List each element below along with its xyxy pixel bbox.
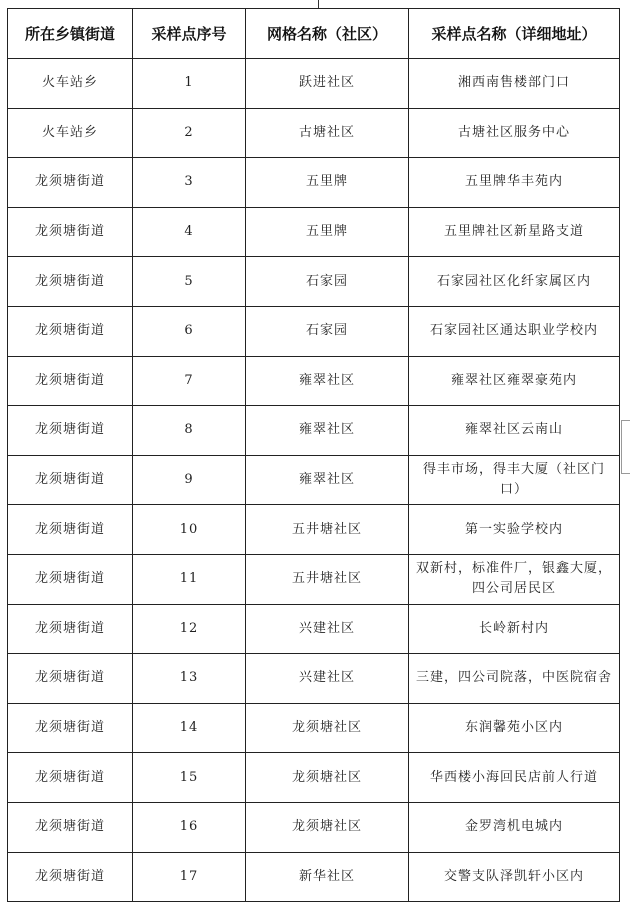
header-grid-name: 网格名称（社区） [246,9,409,59]
cell-town-street: 火车站乡 [8,108,133,158]
table-row [8,802,620,852]
cell-town-street: 龙须塘街道 [8,852,133,902]
cell-grid-name: 雍翠社区 [246,455,409,505]
cell-town-street: 火车站乡 [8,59,133,109]
cell-town-street: 龙须塘街道 [8,158,133,208]
table-row [8,257,620,307]
table-header-row [8,9,620,59]
cell-grid-name: 五里牌 [246,207,409,257]
cell-grid-name: 五里牌 [246,158,409,208]
cell-grid-name: 五井塘社区 [246,554,409,604]
cell-town-street: 龙须塘街道 [8,654,133,704]
cell-sample-number: 7 [133,356,246,406]
cell-grid-name: 石家园 [246,257,409,307]
table-row [8,703,620,753]
table-row [8,505,620,555]
cell-sample-address: 三建，四公司院落，中医院宿舍 [409,654,620,704]
cell-sample-address: 交警支队泽凯轩小区内 [409,852,620,902]
cell-sample-number: 1 [133,59,246,109]
cell-sample-number: 5 [133,257,246,307]
cell-sample-number: 2 [133,108,246,158]
cell-town-street: 龙须塘街道 [8,604,133,654]
table-row [8,59,620,109]
table-row [8,604,620,654]
cell-sample-number: 3 [133,158,246,208]
sampling-point-table [7,8,620,902]
cell-sample-number: 14 [133,703,246,753]
cell-town-street: 龙须塘街道 [8,207,133,257]
cell-sample-address: 得丰市场，得丰大厦（社区门口） [409,455,620,505]
cell-sample-address: 双新村，标准件厂，银鑫大厦，四公司居民区 [409,554,620,604]
cell-grid-name: 兴建社区 [246,654,409,704]
cell-grid-name: 石家园 [246,306,409,356]
cell-town-street: 龙须塘街道 [8,753,133,803]
cell-grid-name: 龙须塘社区 [246,802,409,852]
header-sample-number: 采样点序号 [133,9,246,59]
table-row [8,753,620,803]
cell-sample-address: 五里牌华丰苑内 [409,158,620,208]
cell-sample-number: 12 [133,604,246,654]
cell-sample-address: 金罗湾机电城内 [409,802,620,852]
cell-sample-number: 6 [133,306,246,356]
cell-sample-number: 9 [133,455,246,505]
cell-sample-address: 雍翠社区雍翠豪苑内 [409,356,620,406]
header-sample-address: 采样点名称（详细地址） [409,9,620,59]
cell-town-street: 龙须塘街道 [8,356,133,406]
cell-grid-name: 龙须塘社区 [246,703,409,753]
cell-sample-number: 17 [133,852,246,902]
cell-town-street: 龙须塘街道 [8,306,133,356]
cell-grid-name: 雍翠社区 [246,356,409,406]
cell-sample-address: 华西楼小海回民店前人行道 [409,753,620,803]
table-row [8,207,620,257]
table-row [8,406,620,456]
cell-sample-address: 古塘社区服务中心 [409,108,620,158]
cell-sample-address: 湘西南售楼部门口 [409,59,620,109]
cell-grid-name: 新华社区 [246,852,409,902]
table-row [8,158,620,208]
cell-town-street: 龙须塘街道 [8,703,133,753]
cell-sample-number: 15 [133,753,246,803]
cell-sample-address: 长岭新村内 [409,604,620,654]
header-town-street: 所在乡镇街道 [8,9,133,59]
cell-grid-name: 古塘社区 [246,108,409,158]
cell-grid-name: 兴建社区 [246,604,409,654]
cell-grid-name: 跃进社区 [246,59,409,109]
cell-town-street: 龙须塘街道 [8,406,133,456]
cell-sample-number: 16 [133,802,246,852]
table-row [8,852,620,902]
cell-town-street: 龙须塘街道 [8,505,133,555]
cell-sample-number: 11 [133,554,246,604]
cell-grid-name: 雍翠社区 [246,406,409,456]
table-row [8,306,620,356]
cell-grid-name: 五井塘社区 [246,505,409,555]
cell-town-street: 龙须塘街道 [8,257,133,307]
cell-sample-address: 第一实验学校内 [409,505,620,555]
table-row [8,108,620,158]
table-row [8,455,620,505]
cell-sample-address: 雍翠社区云南山 [409,406,620,456]
table-row [8,654,620,704]
page-top-tick [318,0,319,8]
cell-grid-name: 龙须塘社区 [246,753,409,803]
cell-sample-number: 13 [133,654,246,704]
cell-sample-address: 石家园社区化纤家属区内 [409,257,620,307]
cell-sample-address: 东润馨苑小区内 [409,703,620,753]
page-side-bracket [621,420,630,474]
table-row [8,554,620,604]
cell-sample-number: 4 [133,207,246,257]
table-row [8,356,620,406]
cell-town-street: 龙须塘街道 [8,455,133,505]
cell-sample-number: 10 [133,505,246,555]
cell-town-street: 龙须塘街道 [8,802,133,852]
cell-sample-address: 石家园社区通达职业学校内 [409,306,620,356]
cell-town-street: 龙须塘街道 [8,554,133,604]
cell-sample-number: 8 [133,406,246,456]
cell-sample-address: 五里牌社区新星路支道 [409,207,620,257]
